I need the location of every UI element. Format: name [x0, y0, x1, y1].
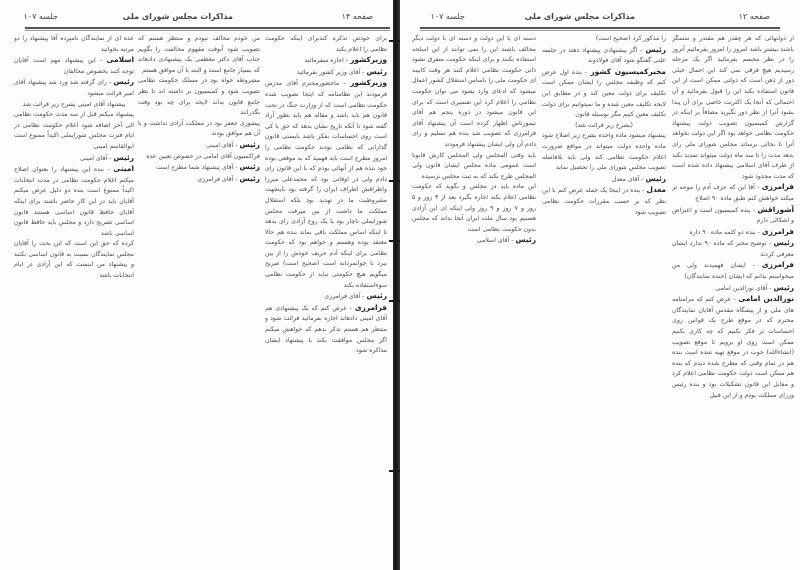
- speaker-paragraph: رئیس - آقای اسلامی: [476, 235, 536, 245]
- transcript-paragraph: [138, 152, 260, 163]
- paragraph-text: (بشرح زیر قرائت شد): [575, 121, 633, 129]
- paragraph-text: آقای وزیر کشور بفرمائید: [296, 68, 361, 76]
- paragraph-text: آقای نورالدین امامی: [715, 284, 768, 292]
- speaker-paragraph: آشوراقش - بنده کمیسیون است و اعتراض و اشکالی دارم: [672, 204, 794, 225]
- speaker-name: رئیس: [239, 173, 260, 183]
- speaker-paragraph: فرامرزی - بنده دو کلمه ماده ۹۰ داره: [689, 226, 794, 236]
- paragraph-text: پیشوری جعفر بود در مملکت آزادی نداشت و با آن هم موافق بودند: [138, 119, 260, 138]
- right-page-running-title: مذاکرات مجلس شورای ملی: [524, 12, 635, 21]
- right-page-number: صفحه ۱۲: [738, 12, 770, 21]
- paragraph-text: پیشنهاد میشود ماده واحده بشرح زیر اصلاح شود ماده واحده دولت میتواند در مواقع ضرورت اعلام حکومت نظامی کند ولی باید بلافاصله تصویب مجلس شورای ملی را تحصیل نماید: [542, 132, 666, 172]
- speaker-name: فرامرزی: [354, 302, 387, 312]
- left-page-column-right: [265, 34, 387, 554]
- paragraph-text: این پیشنهاد مهم است آقایان توجه کنند بخصوص مخالفان: [14, 57, 134, 75]
- paragraph-text: اگر پیشنهادی پیشنهاد دهند در جلسه علنی گفتگو شود آقای فولادوند: [542, 46, 666, 65]
- speaker-name: رئیس: [366, 291, 387, 301]
- left-page-column-left: [14, 34, 134, 534]
- paragraph-text: بنده دو کلمه ماده ۹۰ داره: [689, 228, 756, 236]
- speaker-paragraph: رئیس - آقای فرامرزی: [197, 173, 260, 183]
- left-page-header: [0, 12, 393, 26]
- speaker-name: وزیرکشور: [350, 55, 387, 65]
- paragraph-text: توضیح مخبر که ماده ۹۰ ندارد ایشان معرفی کردند: [672, 240, 794, 258]
- right-page-column-middle: [542, 34, 666, 514]
- left-header-rule-thin: [25, 30, 390, 31]
- left-page-column-middle: [138, 34, 260, 554]
- paragraph-text: آقای امینی: [206, 141, 234, 149]
- speaker-name: فرامرزی: [761, 182, 794, 192]
- transcript-paragraph: [14, 239, 134, 281]
- paragraph-text: مشروطه خواه بود در مسلک حکومت نظامی تصویب شود و کمیسیون بر داشته اند تا نظر جامع قانون بداند لایحه برای چه بود وقت بگذرانند: [138, 77, 260, 117]
- paragraph-text: پیشنهاد آقای امینی بشرح زیر قرائت شد: [22, 100, 126, 108]
- speaker-paragraph: رئیس - آقای پیشنهاد شما مطرح است: [156, 162, 260, 172]
- paragraph-text: بنده اول عرض کنم که وظیفه مجلس را ایشان ممکن است تکلیف برای دولت معین کند و در مطابق این لایحه تکلیف معین شده و ما نمیتوانیم برای دولت تکلیف معین کنیم مگر بوسیله قانون: [542, 68, 666, 119]
- speaker-name: رئیس: [645, 173, 666, 183]
- speaker-paragraph: رئیس - آقای معدل: [611, 173, 666, 183]
- book-gutter: [393, 0, 400, 570]
- transcript-paragraph: [265, 34, 387, 55]
- paragraph-text: بنده این پیشنهاد را بعنوان اصلاح میکنم اعلام حکومت نظامی در مدت انتخابات اکیداً ممنوع است بنده دو دلیل عرض میکنم آقایان باید در این کار حاضر باشند برای اینکه آقایان حافظ قانون اساسی هستند قانون اساسی تصریح دارد و مجلس باید حافظ قانون اساسی باشد: [14, 166, 134, 237]
- speaker-paragraph: امینی - بنده این پیشنهاد را بعنوان اصلاح میکنم اعلام حکومت نظامی در مدت انتخابات اکیداً ممنوع است بنده دو دلیل عرض میکنم آقایان باید در این کار حاضر باشند برای اینکه آقایان حافظ قانون اساسی هستند قانون اساسی تصریح دارد و مجلس باید حافظ قانون اساسی باشد: [14, 164, 134, 237]
- paragraph-text: ایشان فهمیدند ولی من میخواستم بدانم که ایشان (خنده نمایندگان): [672, 262, 794, 281]
- paragraph-text: آقای فرامرزی: [197, 175, 234, 183]
- speaker-paragraph: فرامرزی - آقا این که حرف آدم را موجه تر میکند خواهش کنم طبق ماده ۹۰ اصلاح: [672, 182, 794, 202]
- right-page-column-right: [672, 34, 794, 504]
- paragraph-text: فراکسیون آقای امامی در خصوص تعیین عده: [146, 152, 260, 160]
- speaker-paragraph: نورالدین امامی - عرض کنم که مرامنامه های ملی و از پیشگاه مقدس آقایان نمایندگان محترم که در موقع طرح یک قوانین روی احساسات تر فکر بکنیم که چه کاری بکنیم ممکن است روی او برویم تا موقع تصویب (انشاءالله) خوب در موقع نهیه شده است بنده هم در تمام وقتی که مطرح شده دیدم که بنده هم ممکن است دولت حکومت نظامی اعلام کرد و مقابل این قانون تشکیلات بود و بنده رئیس وزرای مملکت بودم و از این قبیل: [672, 294, 794, 399]
- speaker-name: رئیس: [645, 44, 666, 54]
- speaker-paragraph: معدل - بنده در اینجا یک جمله عرض کنم با این نظر که بر حسب مقررات حکومت نظامی تصویب شود: [542, 185, 666, 216]
- speaker-name: رئیس: [366, 66, 387, 76]
- transcript-paragraph: [542, 121, 666, 132]
- left-page: [0, 0, 393, 570]
- speaker-paragraph: رئیس - توضیح مخبر که ماده ۹۰ ندارد ایشان معرفی کردند: [672, 238, 794, 258]
- paragraph-text: رای گرفته شد ورد شد پیشنهاد آقای امیر قرائت میشود: [14, 79, 134, 97]
- speaker-paragraph: رئیس - آقای نورالدین امامی: [715, 282, 794, 292]
- speaker-name: نورالدین امامی: [738, 294, 794, 304]
- paragraph-text: را مذکور کرد (صحیح است): [595, 35, 666, 42]
- transcript-paragraph: [14, 34, 134, 55]
- speaker-paragraph: اسلامی - این پیشنهاد مهم است آقایان توجه کنند بخصوص مخالفان: [14, 55, 134, 75]
- speaker-name: رئیس: [239, 139, 260, 149]
- paragraph-text: بنده در اینجا یک جمله عرض کنم با این نظر که بر حسب مقررات حکومت نظامی تصویب شود: [542, 187, 666, 216]
- speaker-paragraph: فرامرزی - عرض کنم که یک پیشنهادی هم آقای امینی دادهاند اجازه بفرمائید قرائت شود و منتظر هم هستم تذکر بدهم که خواهش میکنم اگر مجلس موافقت بکند با پیشنهاد ایشان مذاکره شود: [265, 302, 387, 355]
- right-page-column-left: [412, 34, 536, 534]
- speaker-paragraph: رئیس - آقای امینی: [206, 139, 260, 149]
- right-page-session: جلسه ۱۰۷: [430, 12, 465, 21]
- transcript-paragraph: [412, 182, 536, 235]
- speaker-name: فرامرزی: [761, 260, 794, 270]
- paragraph-text: ماحضورمحترم آقای مدرس فرمودند این نظامنامه که اینجا تصویب شده حکومت نظامی است که از وزارت جنگ در تحت قانون هم باید باشد و مقاله هم باید بطور آزاد گفته شود تا آنکه تاریخ نشان بدهد که حق با کی است روی احساسات بفکر باشد بایستی قانون گذارانی که نظامی بودند حکومت نظامی را امروز مطرح است باید فهمید که به موقعی بوده خود بنده هم از آنهائی بودم که با این قانون رای دادم ولی در اوقاتی بود که محمدعلی میرزا واطرافش اطراف ایران را گرفته بود باینجهت مشروطیت ما در تهدید بود بلکه استقلال مملکت ما داشت از بین میرفت مجلس شورایملی ناچار بود یا یک روح آزادی رای بدهد تا اینکه اساس مملکت باقی بماند بنده هم حالا معتقد بوده وهستم و خواهم بود که حکومت نظامی برای اینکه آدم حریف خودش را از بین ببرد نا جوانمردانه است (صحیح است) صریح میگویم هیچ حکومتی نباید از حکومت نظامی سوءاستفاده بکند: [265, 80, 387, 289]
- paragraph-text: دسته ای یا این دولت و دسته ای با دولت دیگر مخالف باشند این را نمی توانند از این اسلحه استفاده بکنند و برای اینکه حکومت متفرق نشود ذاتی حکومت نظامی اعلام کنند هر وقت کابینه ای حکومت ملی را باساس استقلال کشور اعمال میشود که ادعای وارد بشود می توان حکومت نظامی را اعلام کرد این تفسیری است که برای این قانون میشود در دوره پنجم هم آقای تیمورتاش اظهار کرده است آن پیشنهاد آقای فرامرزی که تصویب شد بنده هم تسلیم و رای دادم آن ولی ایشان پیشنهاد فرمودند: [412, 35, 536, 148]
- right-page-header: [400, 12, 800, 26]
- speaker-name: رئیس: [113, 77, 134, 87]
- paragraph-text: این ماده باید در مجلس و بگوید که حکومت نظامی اعلام بکند اجازه بگیرد بعد از ۳ روز و ۵ روز و ۷ روز و ۹ روز ولی اینکه ای این آزادی هستیم بود سال ملت ایران آنجا بداند که مجلس بدون حکومت نظامی است: [412, 183, 536, 233]
- paragraph-text: باید وقتی المجلس ولی المجلس کارش قانونا است عمومی ماده مجلس ایشان قانون ولی المجلس طرح بکند که به ثبت مجلس نرسیده: [412, 151, 536, 180]
- speaker-paragraph: رئیس - اگر پیشنهادی پیشنهاد دهند در جلسه علنی گفتگو شود آقای فولادوند: [542, 44, 666, 65]
- transcript-paragraph: [138, 34, 260, 76]
- speaker-name: رئیس: [239, 162, 260, 172]
- left-header-rule: [25, 27, 390, 29]
- speaker-name: اسلامی: [106, 55, 134, 65]
- speaker-paragraph: رئیس - آقای فرامرزی: [324, 291, 387, 301]
- transcript-paragraph: [138, 76, 260, 118]
- speaker-name: رئیس: [515, 235, 536, 245]
- paragraph-text: اجازه میفرمائید: [304, 57, 344, 65]
- speaker-name: امینی: [113, 164, 134, 174]
- paragraph-text: آقای فرامرزی: [324, 293, 361, 301]
- paragraph-text: آقا این که حرف آدم را موجه تر میکند خواهش کنم طبق ماده ۹۰ اصلاح: [672, 184, 794, 202]
- right-page: [400, 0, 800, 570]
- transcript-paragraph: [14, 100, 134, 111]
- speaker-paragraph: وزیرکشور - اجازه میفرمائید: [304, 55, 387, 65]
- transcript-paragraph: [542, 131, 666, 173]
- speaker-paragraph: رئیس - آقای وزیر کشور بفرمائید: [296, 66, 387, 76]
- transcript-paragraph: [412, 34, 536, 151]
- left-page-session: جلسه ۱۰۷: [23, 12, 58, 21]
- paragraph-text: بنده کمیسیون است و اعتراض و اشکالی دارم: [672, 206, 794, 225]
- speaker-paragraph: مخبرکمیسیون کشور - بنده اول عرض کنم که وظیفه مجلس را ایشان ممکن است تکلیف برای دولت معین کند و در مطابق این لایحه تکلیف معین شده و ما نمیتوانیم برای دولت تکلیف معین کنیم مگر بوسیله قانون: [542, 66, 666, 119]
- transcript-paragraph: [542, 34, 666, 45]
- speaker-name: رئیس: [773, 282, 794, 292]
- right-header-rule: [420, 27, 780, 29]
- right-header-rule-thin: [420, 30, 780, 31]
- transcript-paragraph: [138, 119, 260, 140]
- speaker-name: مخبرکمیسیون کشور: [590, 66, 666, 76]
- speaker-paragraph: رئیس - آقای امینی: [80, 152, 134, 162]
- paragraph-text: عرض کنم که یک پیشنهادی هم آقای امینی دادهاند اجازه بفرمائید قرائت شود و منتظر هم هستم تذکر بدهم که خواهش میکنم اگر مجلس موافقت بکند با پیشنهاد ایشان مذاکره شود: [265, 304, 387, 355]
- transcript-paragraph: [672, 34, 794, 182]
- transcript-paragraph: [412, 151, 536, 183]
- speaker-name: معدل: [646, 185, 666, 195]
- paragraph-text: آقای امینی: [80, 154, 108, 162]
- paragraph-text: من خودم مخالف نبودم و منتظر هستم که تصویب شود آنوقت مفهوم مخالفت را بگویم جناب آقای دکتر معظمی یک پیشنهادی دادهاند که بسیار جامع است و البته با آن موافق هستم: [138, 35, 260, 74]
- speaker-name: آشوراقش: [757, 204, 794, 214]
- paragraph-text: آقای اسلامی: [476, 237, 510, 245]
- speaker-name: وزیرکشور: [350, 78, 387, 88]
- paragraph-text: عده ای از نمایندگان نامبرده آقا پیشنهاد را دو مرتبه بخوانید: [14, 35, 134, 53]
- paragraph-text: برای خودش تذکره کندبرای اینکه حکومت نظامی را اعلام بکند: [265, 35, 387, 53]
- left-page-running-title: مذاکرات مجلس شورای ملی: [122, 12, 233, 21]
- paragraph-text: کرده که حق این است که این بحث را آقایان مجلس نمایندگان نسبت به قانون اساسی بکنند و پیشنهاد من اینست که این آزادی در ایام انتخابات باشد: [14, 240, 134, 280]
- left-page-number: صفحه ۱۴: [341, 12, 373, 21]
- speaker-name: فرامرزی: [761, 226, 794, 236]
- paragraph-text: آقای معدل: [611, 175, 640, 183]
- transcript-paragraph: [14, 110, 134, 152]
- paragraph-text: از دولتهائی که هر چقدر هم مقتدر و ستمگر باشند بیشتر باشد امروز را امروز بفرمائیم آنروز را در نظر مجسم بفرمائید اگر یک مرحله رسیدیم هیچ فرقی نمی کند این احمال خیلی دور از ذهن است که دولتی ممکن است از این قانون استفاده بکند این را قبول بفرمائید و آن احتمالی که آنجا یک اکثریت خاصی برای آن پیدا بشود آنرا از نظر دور نگیرید مضافاً بر اینکه در گزارش کمیسیون تصویب دولت پیشنهاد حکومت نظامی خواهد بود اگر این دولت بخواهد آنرا تا بجائی برساند مجلس شورای ملی رای بدهد مدت را تا سه ماه دولت میتواند تمدید بکند از طرف آقای اسلامی پیشنهاد داده شده است که مدت محدود شود: [672, 35, 794, 180]
- paragraph-text: پیشنهاد میکنم قبل از سه مدت حکومت نظامی الی آخر اضافه شود اعلام حکومت نظامی در ایام فترت مجلس شورایملی اکیداً ممنوع است ابوالقاسم امینی: [14, 111, 134, 150]
- speaker-paragraph: فرامرزی - ایشان فهمیدند ولی من میخواستم بدانم که ایشان (خنده نمایندگان): [672, 260, 794, 281]
- speaker-paragraph: وزیرکشور - ماحضورمحترم آقای مدرس فرمودند این نظامنامه که اینجا تصویب شده حکومت نظامی است که از وزارت جنگ در تحت قانون هم باید باشد و مقاله هم باید بطور آزاد گفته شود تا آنکه تاریخ نشان بدهد که حق با کی است روی احساسات بفکر باشد بایستی قانون گذارانی که نظامی بودند حکومت نظامی را امروز مطرح است باید فهمید که به موقعی بوده خود بنده هم از آنهائی بودم که با این قانون رای دادم ولی در اوقاتی بود که محمدعلی میرزا واطرافش اطراف ایران را گرفته بود باینجهت مشروطیت ما در تهدید بود بلکه استقلال مملکت ما داشت از بین میرفت مجلس شورایملی ناچار بود یا یک روح آزادی رای بدهد تا اینکه اساس مملکت باقی بماند بنده هم حالا معتقد بوده وهستم و خواهم بود که حکومت نظامی برای اینکه آدم حریف خودش را از بین ببرد نا جوانمردانه است (صحیح است) صریح میگویم هیچ حکومتی نباید از حکومت نظامی سوءاستفاده بکند: [265, 78, 387, 289]
- speaker-paragraph: رئیس - رای گرفته شد ورد شد پیشنهاد آقای امیر قرائت میشود: [14, 77, 134, 97]
- paragraph-text: آقای پیشنهاد شما مطرح است: [156, 164, 234, 172]
- paragraph-text: عرض کنم که مرامنامه های ملی و از پیشگاه مقدس آقایان نمایندگان محترم که در موقع طرح یک قوانین روی احساسات تر فکر بکنیم که چه کاری بکنیم ممکن است روی او برویم تا موقع تصویب (انشاءالله) خوب در موقع نهیه شده است بنده هم در تمام وقتی که مطرح شده دیدم که بنده هم ممکن است دولت حکومت نظامی اعلام کرد و مقابل این قانون تشکیلات بود و بنده رئیس وزرای مملکت بودم و از این قبیل: [672, 296, 794, 399]
- speaker-name: رئیس: [773, 238, 794, 248]
- speaker-name: رئیس: [113, 152, 134, 162]
